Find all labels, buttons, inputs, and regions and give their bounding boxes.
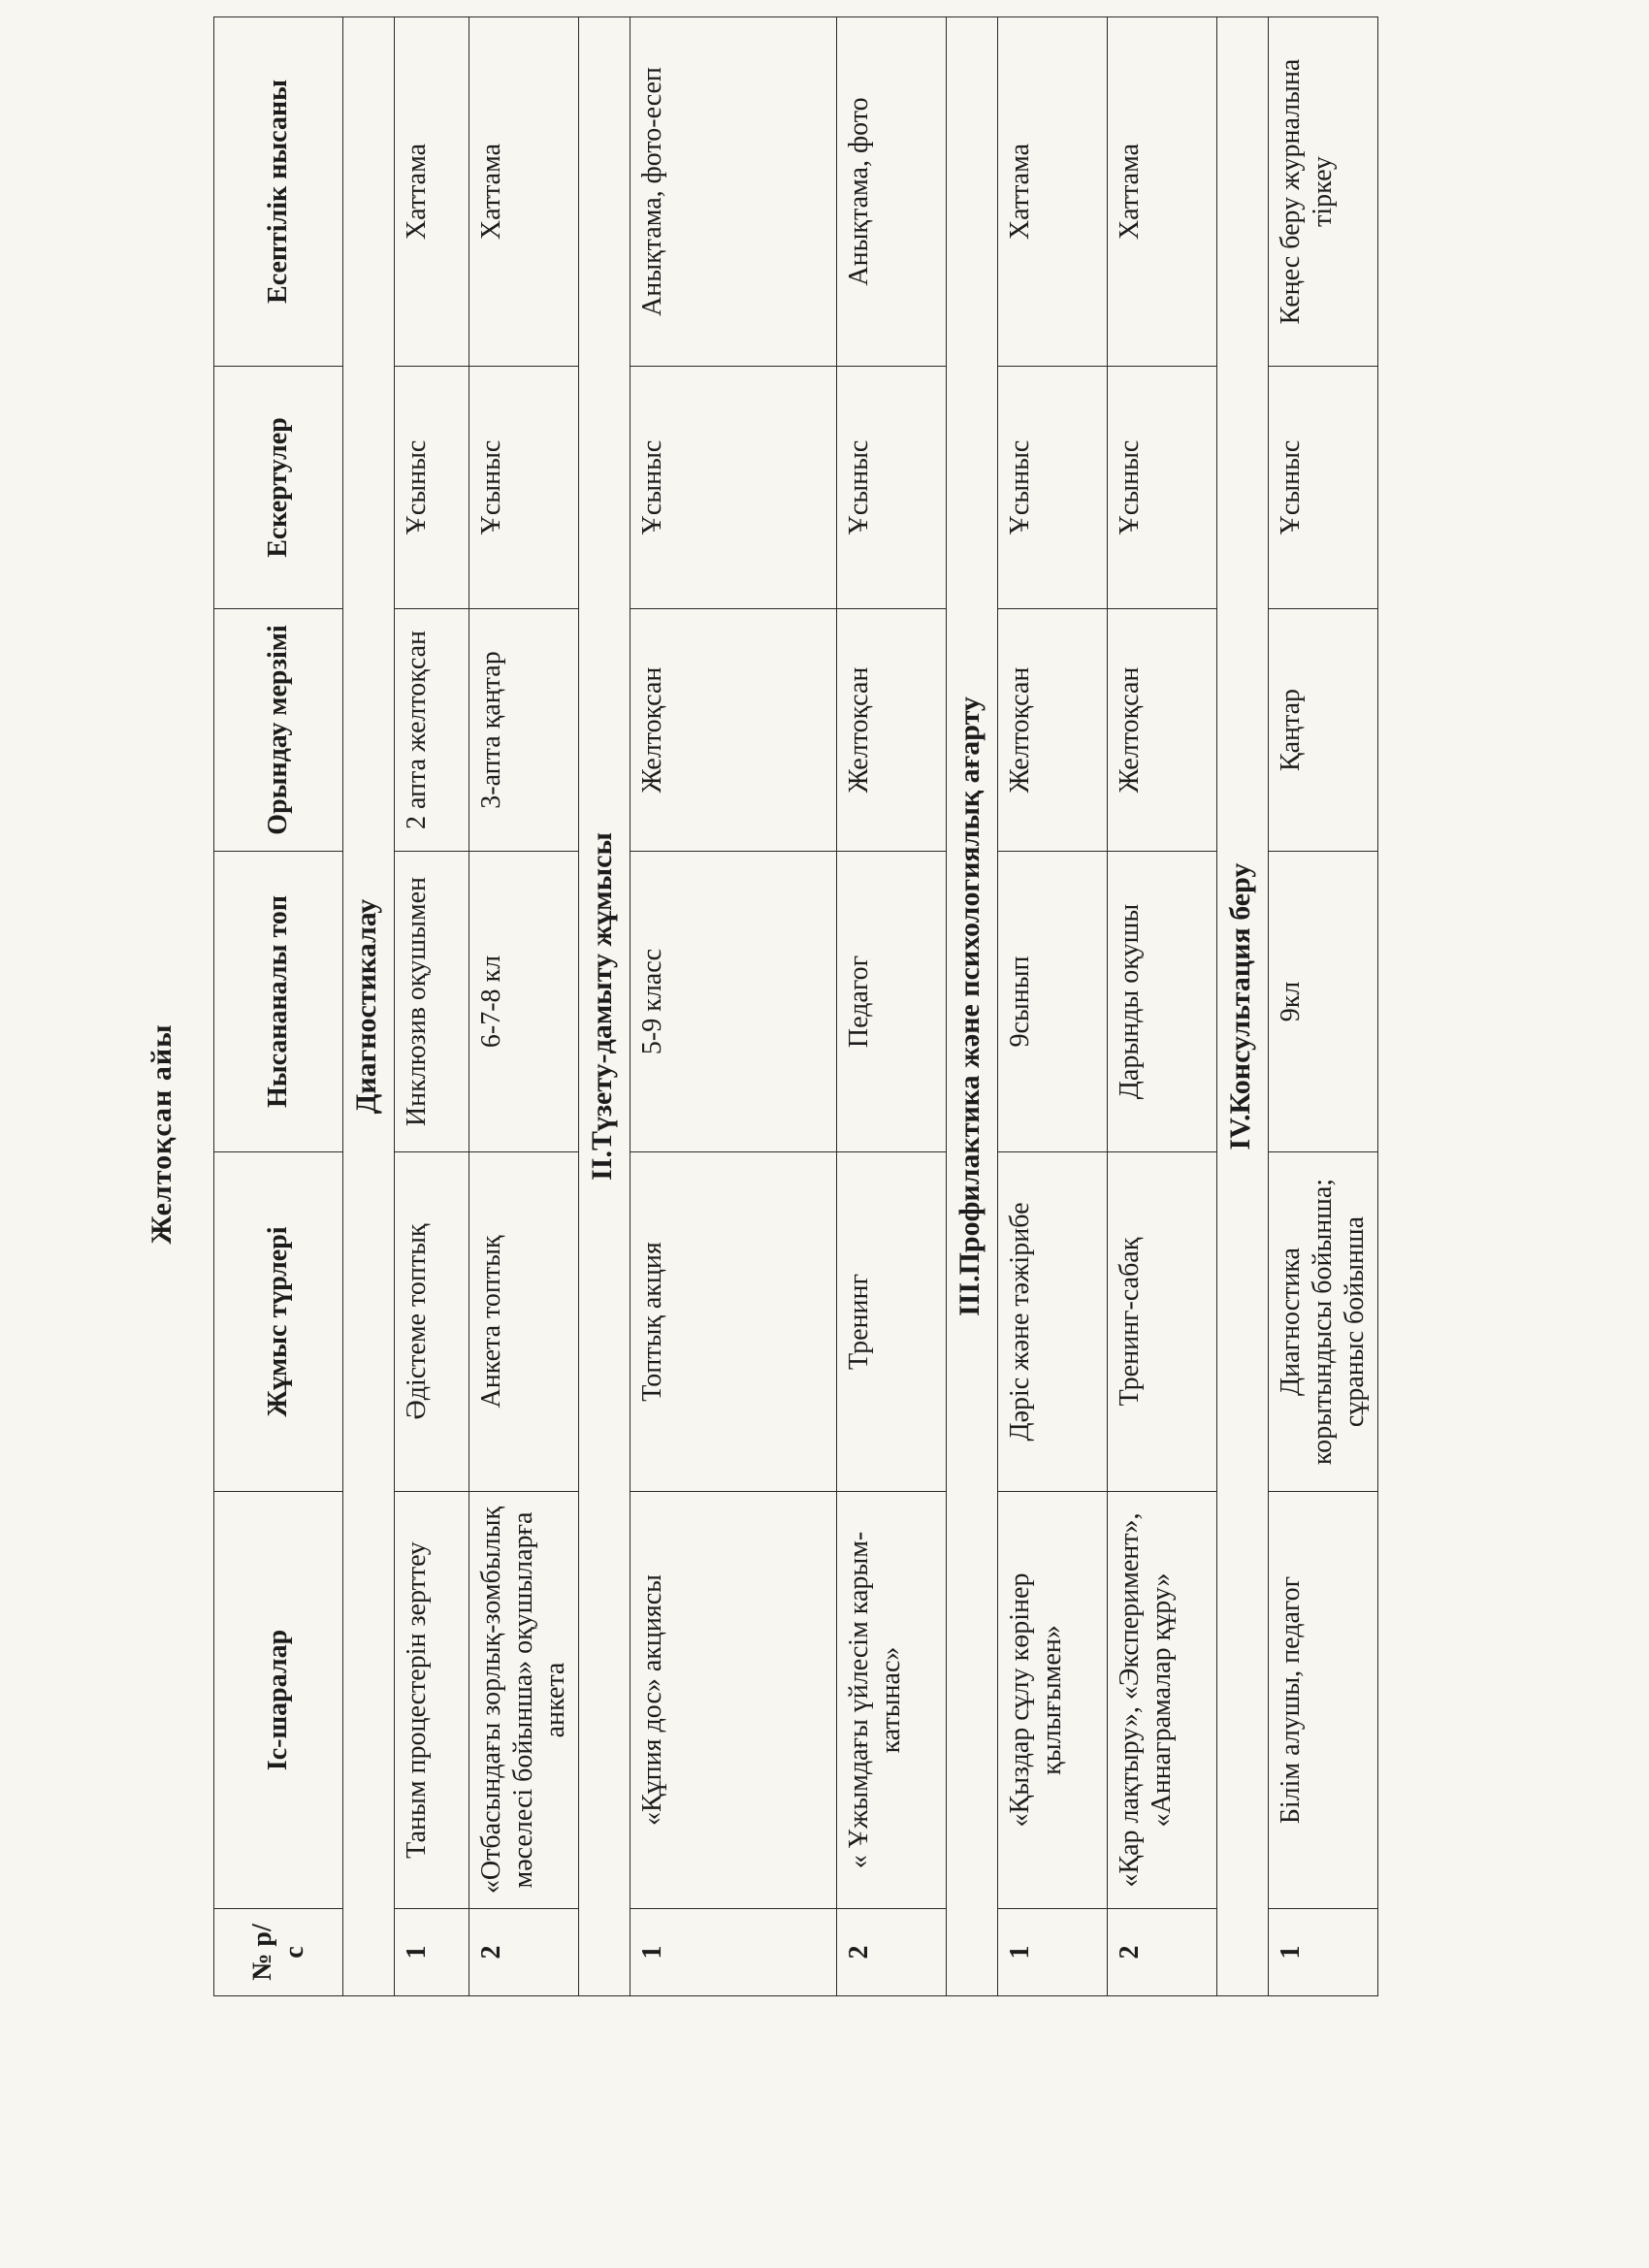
table-row — [469, 17, 579, 1996]
cell-work: Әдістеме топтық — [395, 1152, 469, 1492]
cell-work: Анкета топтық — [469, 1152, 579, 1492]
cell-note: Ұсыныс — [837, 367, 947, 609]
cell-report: Хаттама — [469, 17, 579, 367]
cell-report: Анықтама, фото — [837, 17, 947, 367]
header-note: Ескертулер — [214, 367, 343, 609]
cell-date: 2 апта желтоқсан — [395, 609, 469, 852]
cell-note: Ұсыныс — [998, 367, 1108, 609]
section-title: III.Профилактика және психологиялық ағарту — [947, 17, 998, 1996]
cell-event: «Қыздар сұлу көрінер қылығымен» — [998, 1492, 1108, 1909]
cell-report: Хаттама — [395, 17, 469, 367]
cell-report: Анықтама, фото-есеп — [630, 17, 837, 367]
cell-num: 2 — [837, 1909, 947, 1996]
cell-event: Білім алушы, педагог — [1269, 1492, 1378, 1909]
cell-target: Педагог — [837, 852, 947, 1152]
table-row — [998, 17, 1108, 1996]
cell-event: Таным процестерін зерттеу — [395, 1492, 469, 1909]
plan-table — [213, 16, 1378, 1996]
section-row — [343, 17, 395, 1996]
cell-date: Желтоқсан — [998, 609, 1108, 852]
table-row — [837, 17, 947, 1996]
section-title: Диагностикалау — [343, 17, 395, 1996]
cell-date: Желтоқсан — [630, 609, 837, 852]
section-title: IV.Консультация беру — [1217, 17, 1269, 1996]
cell-note: Ұсыныс — [1269, 367, 1378, 609]
header-date: Орындау мерзімі — [214, 609, 343, 852]
cell-date: Желтоқсан — [837, 609, 947, 852]
cell-report: Хаттама — [1108, 17, 1217, 367]
cell-num: 1 — [1269, 1909, 1378, 1996]
section-row — [1217, 17, 1269, 1996]
cell-num: 1 — [998, 1909, 1108, 1996]
cell-report: Кеңес беру журналына тіркеу — [1269, 17, 1378, 367]
cell-target: 9кл — [1269, 852, 1378, 1152]
page-title: Желтоқсан айы — [146, 1023, 178, 1245]
cell-num: 2 — [1108, 1909, 1217, 1996]
header-target: Нысананалы топ — [214, 852, 343, 1152]
cell-date: 3-апта қаңтар — [469, 609, 579, 852]
cell-target: Инклюзив оқушымен — [395, 852, 469, 1152]
cell-work: Тренинг-сабақ — [1108, 1152, 1217, 1492]
cell-num: 1 — [395, 1909, 469, 1996]
section-title: II.Түзету-дамыту жұмысы — [579, 17, 630, 1996]
cell-date: Қаңтар — [1269, 609, 1378, 852]
table-row — [395, 17, 469, 1996]
cell-work: Тренинг — [837, 1152, 947, 1492]
cell-target: Дарынды оқушы — [1108, 852, 1217, 1152]
header-num: № р/с — [214, 1909, 343, 1996]
cell-work: Дәріс және тәжірибе — [998, 1152, 1108, 1492]
cell-date: Желтоқсан — [1108, 609, 1217, 852]
section-row — [947, 17, 998, 1996]
cell-event: «Қар лақтыру», «Эксперимент», «Аннаграмалар құру» — [1108, 1492, 1217, 1909]
section-row — [579, 17, 630, 1996]
cell-target: 9сынып — [998, 852, 1108, 1152]
cell-target: 6-7-8 кл — [469, 852, 579, 1152]
header-row — [214, 17, 343, 1996]
header-event: Іс-шаралар — [214, 1492, 343, 1909]
table-row — [1108, 17, 1217, 1996]
cell-note: Ұсыныс — [469, 367, 579, 609]
header-work: Жұмыс түрлері — [214, 1152, 343, 1492]
cell-note: Ұсыныс — [1108, 367, 1217, 609]
cell-num: 2 — [469, 1909, 579, 1996]
cell-event: « Ұжымдағы үйлесім карым-катынас» — [837, 1492, 947, 1909]
cell-report: Хаттама — [998, 17, 1108, 367]
cell-note: Ұсыныс — [630, 367, 837, 609]
cell-note: Ұсыныс — [395, 367, 469, 609]
table-row — [630, 17, 837, 1996]
cell-event: «Құпия дос» акциясы — [630, 1492, 837, 1909]
cell-event: «Отбасындағы зорлық-зомбылық мәселесі бойынша» оқушыларға анкета — [469, 1492, 579, 1909]
cell-num: 1 — [630, 1909, 837, 1996]
cell-target: 5-9 класс — [630, 852, 837, 1152]
cell-work: Топтық акция — [630, 1152, 837, 1492]
cell-work: Диагностика корытындысы бойынша; сұраныс бойынша — [1269, 1152, 1378, 1492]
header-report: Есептілік нысаны — [214, 17, 343, 367]
table-row — [1269, 17, 1378, 1996]
